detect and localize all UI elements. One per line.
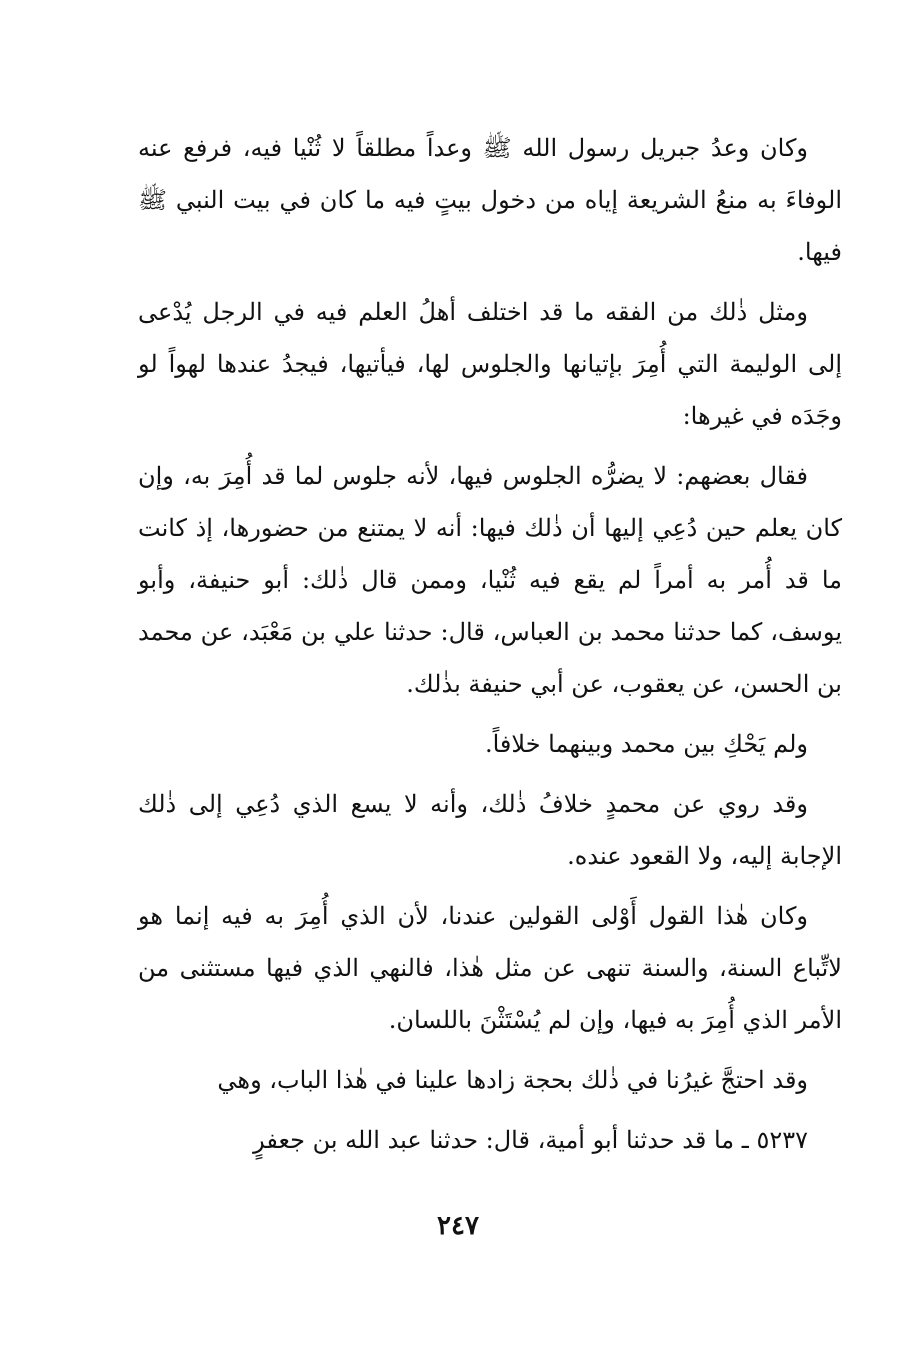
paragraph-4: ولم يَحْكِ بين محمد وبينهما خلافاً. — [484, 730, 808, 758]
paragraph-6: وكان هٰذا القول أَوْلى القولين عندنا، لأن الذي أُمِرَ به فيه إنما هو لاتِّباع السنة، والسنة تنهى عن مثل هٰذا، فالنهي الذي فيها مستثنى من الأمر الذي أُمِرَ به فيها، وإن لم يُسْتَثْنَ باللسان. — [138, 902, 842, 1034]
body-text — [138, 122, 842, 1174]
paragraph-5: وقد روي عن محمدٍ خلافُ ذٰلك، وأنه لا يسع الذي دُعِي إلى ذٰلك الإجابة إليه، ولا القعود عنده. — [138, 790, 842, 870]
paragraph-3: فقال بعضهم: لا يضرُّه الجلوس فيها، لأنه جلوس لما قد أُمِرَ به، وإن كان يعلم حين دُعِي إليها أن ذٰلك فيها: أنه لا يمتنع من حضورها، إذ كانت ما قد أُمر به أمراً لم يقع فيه ثُنْيا، وممن قال ذٰلك: أبو حنيفة، وأبو يوسف، كما حدثنا محمد بن العباس، قال: حدثنا علي بن مَعْبَد، عن محمد بن الحسن، عن يعقوب، عن أبي حنيفة بذٰلك. — [138, 462, 842, 698]
page-number: ٢٤٧ — [437, 1211, 479, 1241]
hadith-5237: ٥٢٣٧ ـ ما قد حدثنا أبو أمية، قال: حدثنا عبد الله بن جعفرٍ — [253, 1126, 808, 1154]
paragraph-1: وكان وعدُ جبريل رسول الله ﷺ وعداً مطلقاً لا ثُنْيا فيه، فرفع عنه الوفاءَ به منعُ الشريعة إياه من دخول بيتٍ فيه ما كان في بيت النبي ﷺ فيها. — [138, 134, 842, 266]
paragraph-7: وقد احتجَّ غيرُنا في ذٰلك بحجة زادها علينا في هٰذا الباب، وهي — [217, 1066, 808, 1094]
paragraph-2: ومثل ذٰلك من الفقه ما قد اختلف أهلُ العلم فيه في الرجل يُدْعى إلى الوليمة التي أُمِرَ بإتيانها والجلوس لها، فيأتيها، فيجدُ عندها لهواً لو وجَدَه في غيرها: — [138, 298, 842, 430]
